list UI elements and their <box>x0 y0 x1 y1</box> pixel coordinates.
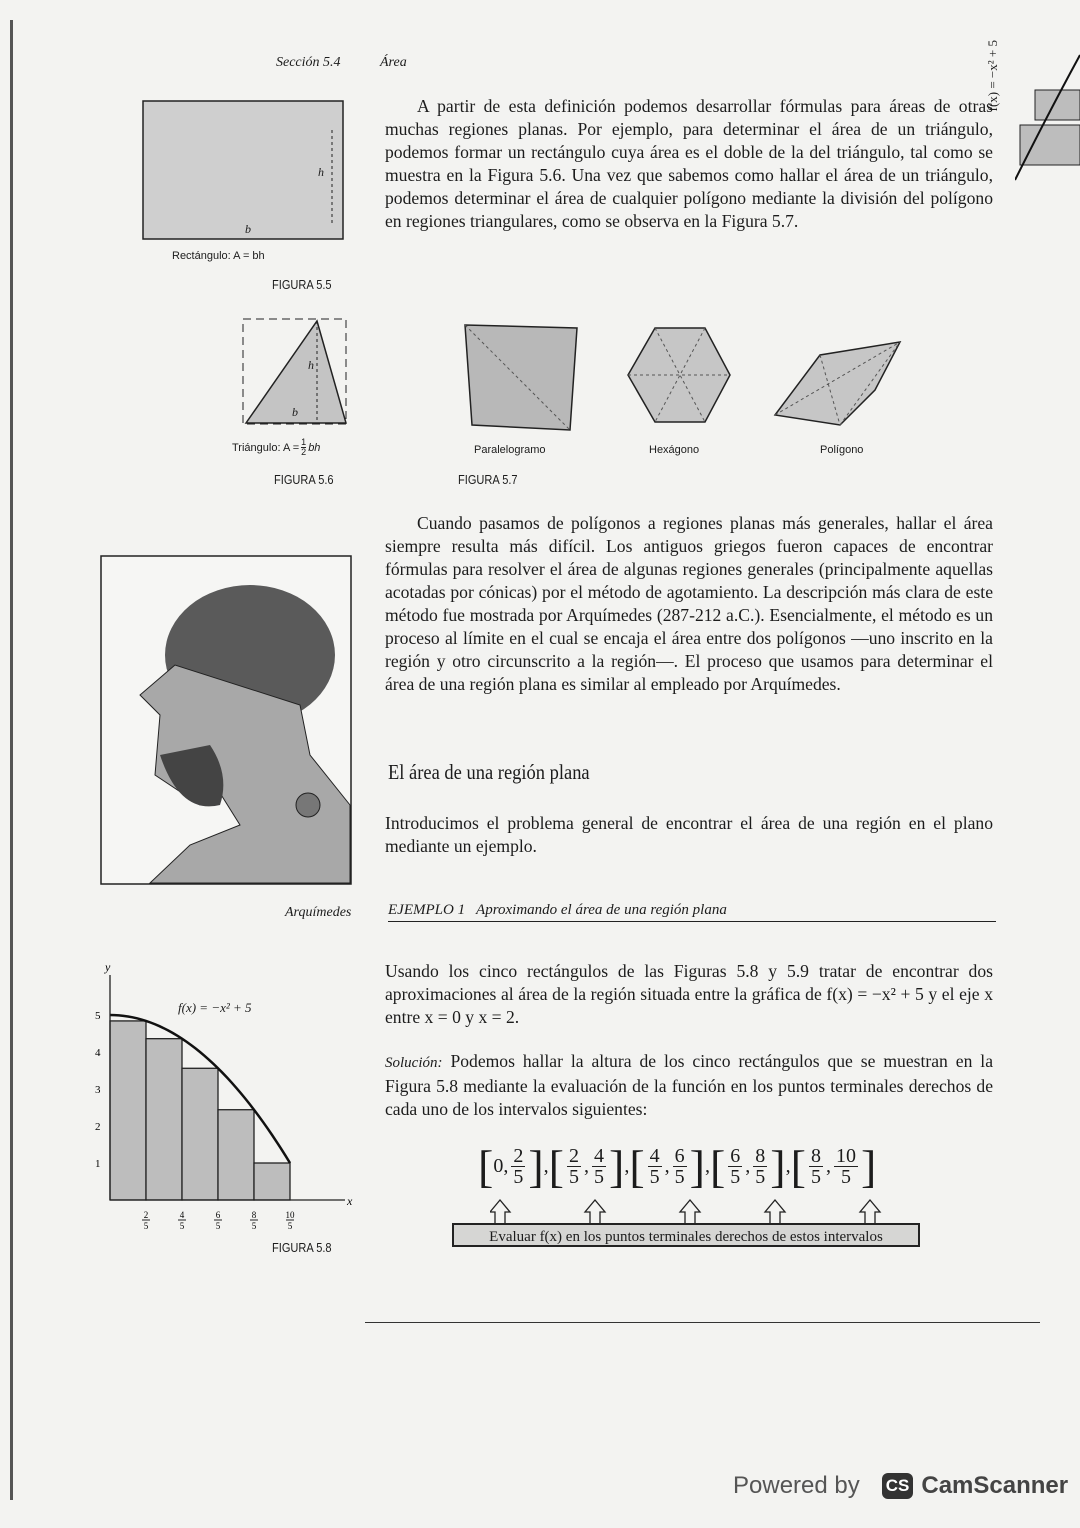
num: 6 <box>674 1145 685 1167</box>
x-tick-den: 5 <box>179 1221 185 1230</box>
example-text: Usando los cinco rectángulos de las Figuras 5.8 y 5.9 tratar de encontrar dos aproximaciones al área de la región situada entre la gráfica de f(x) = −x² + 5 y el eje x entre x = 0 y x = 2. <box>385 961 993 1027</box>
camscanner-logo-icon: CS <box>882 1473 914 1499</box>
rectangle-bar <box>110 1021 146 1200</box>
figure-5-7-label: FIGURA 5.7 <box>458 472 518 487</box>
frac-den: 2 <box>301 447 307 457</box>
arrows <box>490 1198 890 1226</box>
x-tick-den: 5 <box>287 1221 293 1230</box>
y-tick-label: 4 <box>95 1047 101 1059</box>
footer-rule <box>365 1322 1040 1323</box>
y-tick-label: 1 <box>95 1158 101 1170</box>
running-title: Área <box>380 55 407 70</box>
height-label: h <box>318 165 324 179</box>
polygons-figure <box>460 320 910 435</box>
num: 8 <box>755 1145 766 1167</box>
triangle-caption <box>232 438 320 457</box>
solution-paragraph <box>385 1050 993 1121</box>
rectangle-bar <box>146 1039 182 1200</box>
portrait-caption: Arquímedes <box>285 905 352 920</box>
figure-5-8-label: FIGURA 5.8 <box>272 1240 332 1255</box>
corner-function-label: f(x) = −x² + 5 <box>985 40 1000 112</box>
solution-text: Podemos hallar la altura de los cinco rectángulos que se muestran en la Figura 5.8 mediante la evaluación de la función en los puntos terminales derechos de cada uno de los intervalos siguientes: <box>385 1051 994 1119</box>
frac-num: 1 <box>301 437 307 447</box>
y-axis-label: y <box>105 960 111 974</box>
rectangle-caption: Rectángulo: A = bh <box>172 250 265 262</box>
den: 5 <box>568 1166 579 1188</box>
x-tick-den: 5 <box>215 1221 221 1230</box>
evaluate-box: Evaluar f(x) en los puntos terminales derechos de estos intervalos <box>452 1223 920 1247</box>
example-title: EJEMPLO 1 Aproximando el área de una región plana <box>388 902 996 922</box>
section-label: Sección 5.4 <box>276 55 341 70</box>
den: 5 <box>755 1166 766 1188</box>
intro-paragraph: Introducimos el problema general de encontrar el área de una región en el plano mediante un ejemplo. <box>385 813 993 856</box>
function-label: f(x) = −x² + 5 <box>178 1000 252 1015</box>
den: 5 <box>649 1166 660 1188</box>
num: 4 <box>649 1145 660 1167</box>
paragraph-2: Cuando pasamos de polígonos a regiones planas más generales, hallar el área siempre resulta más difícil. Los antiguos griegos fueron capaces de encontrar fórmulas para resolver el área de algunas regiones generales (principalmente aquellas acotadas por cónicas) por el método de agotamiento. La descripción más clara de este método fue mostrada por Arquímedes (287-212 a.C.). Esencialmente, el método es un proceso al límite en el cual se encaja el área entre dos polígonos —uno inscrito en la región y otro circunscrito a la región—. El proceso que usamos para determinar el área de una región plana es similar al empleado por Arquímedes. <box>385 513 993 694</box>
x-axis-label: x <box>347 1194 353 1208</box>
num: 10 <box>835 1145 856 1167</box>
height-label: h <box>308 358 314 372</box>
figure-5-5-label: FIGURA 5.5 <box>272 277 332 292</box>
x-tick-num: 2 <box>143 1210 149 1220</box>
section-heading: El área de una región plana <box>388 760 590 784</box>
y-tick-label: 3 <box>95 1084 101 1096</box>
interval-start: 0 <box>493 1155 504 1177</box>
num: 6 <box>730 1145 741 1167</box>
rectangle-bar <box>182 1068 218 1200</box>
x-tick-num: 8 <box>251 1210 257 1220</box>
camscanner-watermark <box>733 1472 1068 1500</box>
num: 8 <box>810 1145 821 1167</box>
den: 5 <box>593 1166 604 1188</box>
base-label: b <box>292 405 298 419</box>
rectangle-figure <box>142 100 346 242</box>
page-edge <box>10 20 13 1500</box>
num: 2 <box>568 1145 579 1167</box>
rectangle-bar <box>218 1110 254 1200</box>
rectangle-bar <box>254 1163 290 1200</box>
y-tick-label: 2 <box>95 1121 101 1133</box>
x-tick-den: 5 <box>143 1221 149 1230</box>
parallelogram-caption: Paralelogramo <box>474 444 546 456</box>
figure-5-6-label: FIGURA 5.6 <box>274 472 334 487</box>
den: 5 <box>513 1166 524 1188</box>
corner-figure <box>1015 50 1080 200</box>
intervals: [ 0 , $\frac{2}{5}$ ] , [ $\frac{2}{5}$ , $\frac{4}{5}$ ] , [ $\frac{4}{5}$ , $\frac{6}{5}$ ] , [ $\frac{6}{5}$ , $\frac{8}{5}$ ] , [ $\frac{8}{5}$ , $\frac{10}{5}$ ] <box>478 1141 877 1192</box>
polygon-caption: Polígono <box>820 444 864 456</box>
den: 5 <box>730 1166 741 1188</box>
solution-label: Solución: <box>385 1055 443 1071</box>
x-tick-num: 10 <box>285 1210 295 1220</box>
den: 5 <box>810 1166 821 1188</box>
den: 5 <box>840 1166 851 1188</box>
num: 2 <box>513 1145 524 1167</box>
paragraph-1: A partir de esta definición podemos desarrollar fórmulas para áreas de otras muchas regiones planas. Por ejemplo, para determinar el área de un triángulo, podemos formar un rectángulo cuya área es el doble de la del triángulo, tal como se muestra en la Figura 5.6. Una vez que sabemos como hallar el área de un triángulo, podemos determinar el área de cualquier polígono mediante la división del polígono en regiones triangulares, como se observa en la Figura 5.7. <box>385 96 993 231</box>
powered-by: Powered by <box>733 1472 860 1499</box>
y-tick-label: 5 <box>95 1010 101 1022</box>
archimedes-portrait <box>100 555 352 885</box>
num: 4 <box>593 1145 604 1167</box>
brand: CamScanner <box>921 1472 1069 1499</box>
caption-text: Triángulo: A = <box>232 441 300 454</box>
hexagon-caption: Hexágono <box>649 444 700 456</box>
base-label: b <box>245 222 251 236</box>
caption-text: bh <box>308 441 321 454</box>
x-tick-den: 5 <box>251 1221 257 1230</box>
x-tick-num: 4 <box>179 1210 185 1220</box>
den: 5 <box>674 1166 685 1188</box>
riemann-chart <box>95 955 355 1230</box>
x-tick-num: 6 <box>215 1210 221 1220</box>
